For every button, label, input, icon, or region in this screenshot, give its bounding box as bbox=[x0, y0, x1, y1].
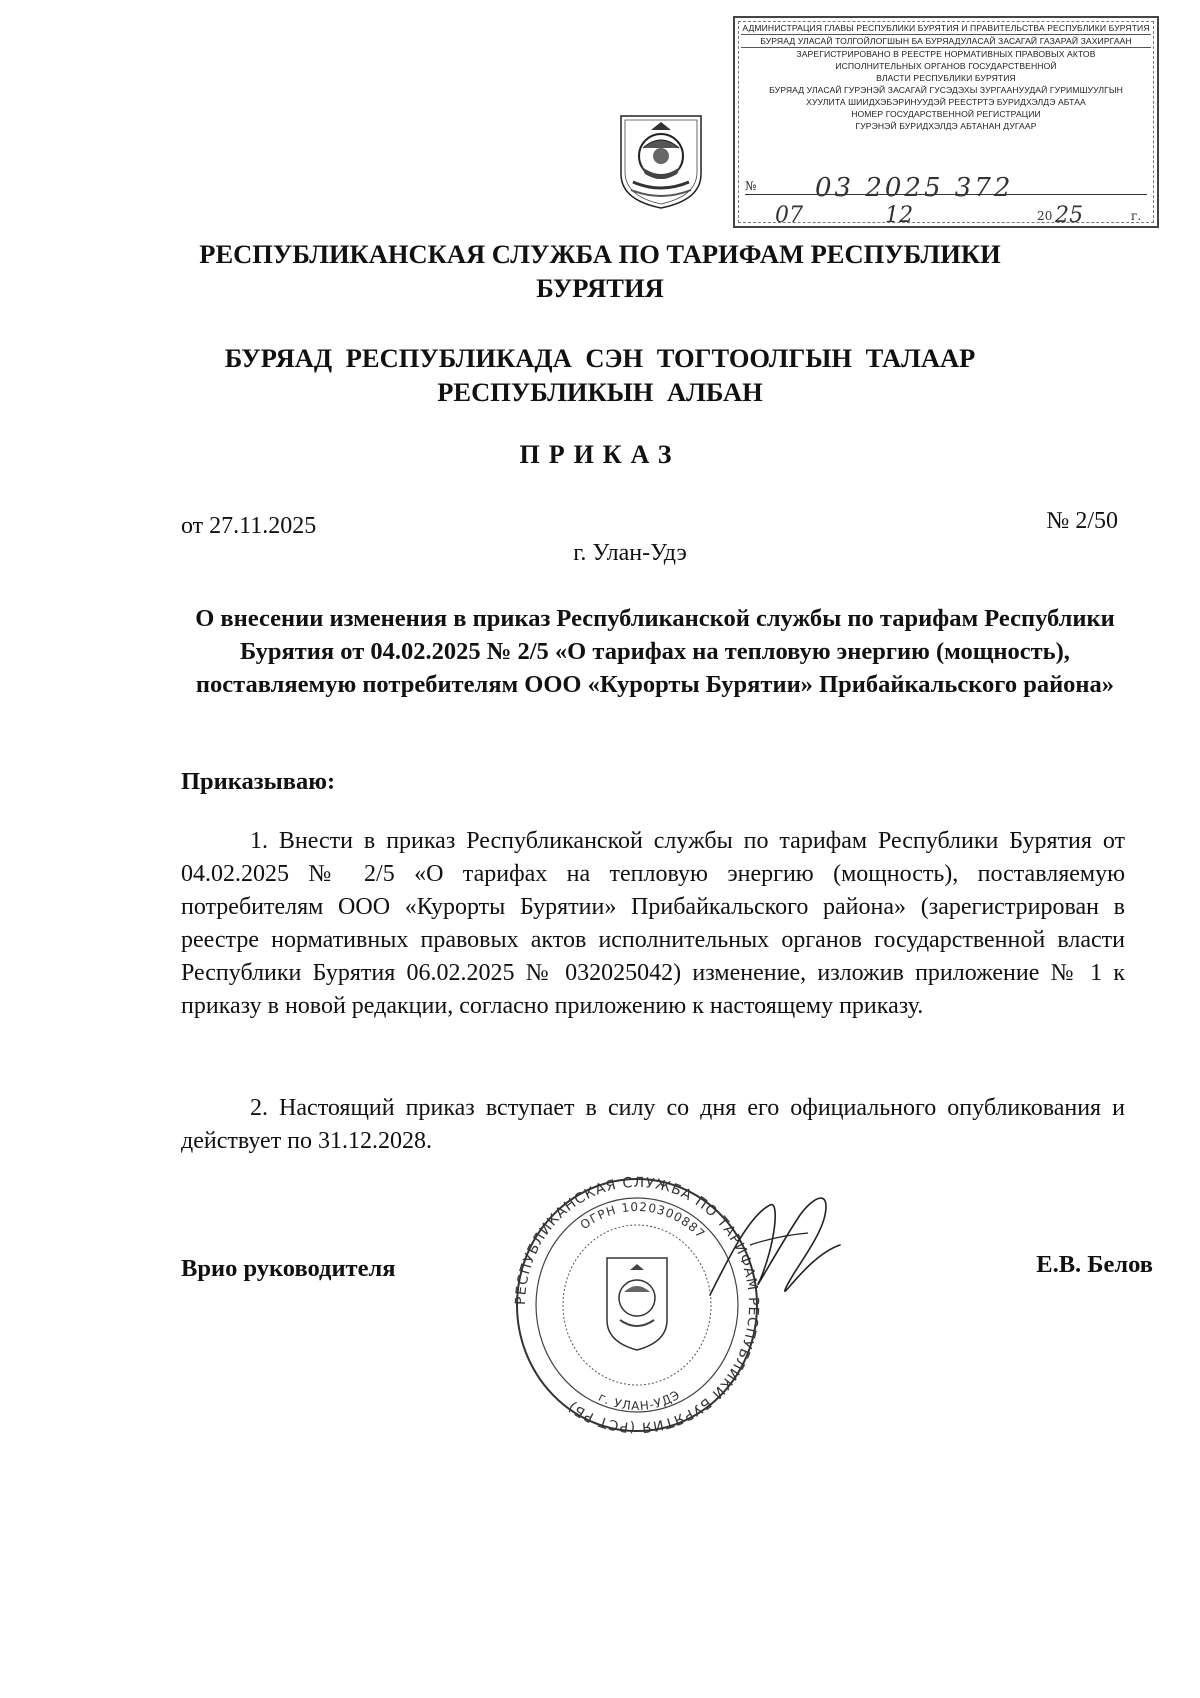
registration-stamp bbox=[733, 16, 1159, 228]
order-title: О внесении изменения в приказ Республиканской службы по тарифам Республики Бурятия от 04.02.2025 № 2/5 «О тарифах на тепловую энергию (мощность), поставляемую потребителям ООО «Курорты Бурятии» Прибайкальского района» bbox=[195, 605, 1115, 698]
stamp-line: БУРЯАД УЛАСАЙ ГУРЭНЭЙ ЗАСАГАЙ ГУСЭДЭХЫ ЗУРГААНУУДАЙ ГУРИМШУУЛГЫН bbox=[769, 85, 1123, 95]
stamp-line: ХУУЛИТА ШИИДХЭБЭРИНУУДЭЙ РЕЕСТРТЭ БУРИДХЭЛДЭ АБТАА bbox=[806, 97, 1086, 107]
signer-name: Е.В. Белов bbox=[1036, 1251, 1153, 1278]
seal-outer-text: РЕСПУБЛИКАНСКАЯ СЛУЖБА ПО ТАРИФАМ РЕСПУБЛИКИ БУРЯТИЯ (РСТ РБ) bbox=[512, 1174, 762, 1436]
seal-inner-text: ОГРН 1020300887 bbox=[577, 1199, 708, 1242]
stamp-line: ИСПОЛНИТЕЛЬНЫХ ОРГАНОВ ГОСУДАРСТВЕННОЙ bbox=[835, 61, 1057, 71]
stamp-number-label: № bbox=[745, 179, 757, 193]
coat-of-arms-icon bbox=[617, 112, 705, 210]
document-type: ПРИКАЗ bbox=[519, 440, 681, 469]
order-date: от 27.11.2025 bbox=[181, 513, 317, 539]
stamp-line: АДМИНИСТРАЦИЯ ГЛАВЫ РЕСПУБЛИКИ БУРЯТИЯ И ПРАВИТЕЛЬСТВА РЕСПУБЛИКИ БУРЯТИЯ bbox=[742, 23, 1150, 33]
stamp-number-value: 03 2025 372 bbox=[815, 173, 1014, 203]
order-number: № 2/50 bbox=[1046, 508, 1118, 534]
organization-name-bua: БУРЯАД РЕСПУБЛИКАДА СЭН ТОГТООЛГЫН ТАЛААР РЕСПУБЛИКЫН АЛБАН bbox=[224, 343, 976, 407]
organization-name-ru: РЕСПУБЛИКАНСКАЯ СЛУЖБА ПО ТАРИФАМ РЕСПУБЛИКИ БУРЯТИЯ bbox=[199, 239, 1001, 303]
stamp-date-month: 12 bbox=[885, 203, 914, 228]
handwritten-signature bbox=[690, 1185, 850, 1305]
stamp-date-row bbox=[745, 200, 1147, 228]
order-paragraph-1: 1. Внести в приказ Республиканской службы по тарифам Республики Бурятия от 04.02.2025 № 2/5 «О тарифах на тепловую энергию (мощность), поставляемую потребителям ООО «Курорты Бурятии» Прибайкальского района» (зарегистрирован в реестре нормативных правовых актов исполнительных органов государственной власти Республики Бурятия 06.02.2025 № 032025042) изменение, изложив приложение № 1 к приказу в новой редакции, согласно приложению к настоящему приказу. bbox=[181, 828, 1125, 1019]
seal-city-text: г. УЛАН-УДЭ bbox=[596, 1387, 683, 1414]
stamp-line: ГУРЭНЭЙ БУРИДХЭЛДЭ АБТАНАН ДУГААР bbox=[855, 121, 1037, 131]
order-city: г. Улан-Удэ bbox=[573, 540, 687, 566]
stamp-line: БУРЯАД УЛАСАЙ ТОЛГОЙЛОГШЫН БА БУРЯАДУЛАСАЙ ЗАСАГАЙ ГАЗАРАЙ ЗАХИРГААН bbox=[741, 35, 1151, 48]
order-command: Приказываю: bbox=[181, 768, 336, 795]
stamp-date-suffix: г. bbox=[1131, 209, 1142, 223]
stamp-date-year-prefix: 20 bbox=[1037, 209, 1053, 223]
order-paragraph-2: 2. Настоящий приказ вступает в силу со дня его официального опубликования и действует по 31.12.2028. bbox=[181, 1095, 1125, 1154]
stamp-line: ВЛАСТИ РЕСПУБЛИКИ БУРЯТИЯ bbox=[876, 73, 1016, 83]
stamp-number-row bbox=[745, 168, 1147, 203]
stamp-line: ЗАРЕГИСТРИРОВАНО В РЕЕСТРЕ НОРМАТИВНЫХ ПРАВОВЫХ АКТОВ bbox=[796, 49, 1096, 59]
signer-position: Врио руководителя bbox=[181, 1255, 396, 1282]
stamp-line: НОМЕР ГОСУДАРСТВЕННОЙ РЕГИСТРАЦИИ bbox=[851, 109, 1041, 119]
stamp-date-day: 07 bbox=[775, 203, 804, 228]
stamp-date-year: 25 bbox=[1055, 203, 1084, 228]
